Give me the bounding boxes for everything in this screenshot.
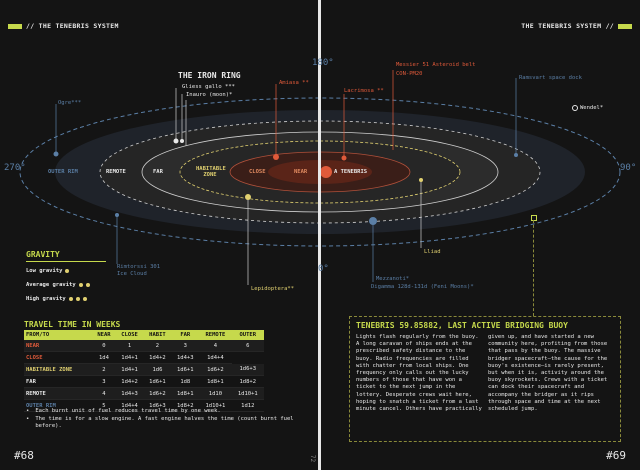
travel-value-cell: 1d6+2 bbox=[199, 364, 231, 376]
ring-label-far: FAR bbox=[153, 169, 163, 175]
travel-value-cell: 1d8+2 bbox=[232, 376, 264, 388]
travel-value-cell: 1d4+3 bbox=[116, 388, 144, 400]
digamma-planet bbox=[369, 217, 377, 225]
travel-header-cell: REMOTE bbox=[199, 330, 231, 340]
note-item bbox=[26, 416, 306, 430]
gravity-row-average bbox=[26, 282, 106, 288]
label-ogre: Ogre*** bbox=[58, 100, 82, 106]
travel-value-cell: 4 bbox=[92, 388, 115, 400]
label-lacrimosa: Lacrimosa ** bbox=[344, 88, 384, 94]
travel-header-cell: FROM/TO bbox=[24, 330, 92, 340]
note-text: Each burnt unit of fuel reduces travel time by one week. bbox=[35, 408, 221, 414]
spine-mark: 72 bbox=[309, 454, 317, 463]
travel-value-cell: 1d4+2 bbox=[144, 352, 172, 364]
buoy-marker-icon bbox=[531, 215, 537, 221]
travel-value-cell: 5 bbox=[92, 400, 115, 412]
gravity-dot-icon bbox=[65, 269, 69, 273]
travel-value-cell: 1d10+1 bbox=[199, 400, 231, 412]
travel-value-cell: 2 bbox=[144, 340, 172, 352]
travel-value-cell: 2 bbox=[92, 364, 115, 376]
travel-value-cell: 1d8 bbox=[171, 376, 199, 388]
note-text: The time is for a slow engine. A fast engine halves the time (count burnt fuel before). bbox=[35, 416, 294, 429]
buoy-callout bbox=[349, 316, 621, 442]
travel-value-cell: 3 bbox=[171, 340, 199, 352]
travel-zone-cell: CLOSE bbox=[24, 352, 92, 364]
header-right-bar bbox=[618, 24, 632, 29]
travel-row bbox=[24, 352, 264, 364]
travel-header-row bbox=[24, 330, 264, 340]
travel-value-cell: 1d4+2 bbox=[116, 376, 144, 388]
page-spine bbox=[318, 0, 321, 470]
label-messier: Messier 51 Asteroid belt bbox=[396, 62, 476, 68]
buoy-text-col1: Lights flash regularly from the buoy. A long caravan of ships ends at the prescribed safety distance to the buoy. Radio frequencies are filled with chatter from local ships. One frequency only calls out the lucky numbers of those that have won a ticket to the next jump in the lottery. Desperate crews wait here, hoping to snatch a ticket from a last minute cancel. Others have practically bbox=[356, 334, 482, 413]
lacrimosa-planet bbox=[342, 156, 347, 161]
travel-row bbox=[24, 364, 264, 376]
gravity-dot-icon bbox=[86, 283, 90, 287]
travel-value-cell: 1d10 bbox=[199, 388, 231, 400]
header-left-title: // THE TENEBRIS SYSTEM bbox=[26, 22, 119, 30]
travel-value-cell: 1d6+1 bbox=[171, 364, 199, 376]
gravity-row-high bbox=[26, 296, 106, 302]
travel-table bbox=[24, 330, 264, 412]
bullet-icon: • bbox=[26, 416, 30, 422]
travel-value-cell: 4 bbox=[199, 340, 231, 352]
gravity-label-high: High gravity bbox=[26, 296, 66, 302]
ring-label-close: CLOSE bbox=[249, 169, 266, 175]
iron-ring-planet bbox=[174, 139, 179, 144]
label-amiasa: Amiasa ** bbox=[279, 80, 309, 86]
travel-zone-cell: FAR bbox=[24, 376, 92, 388]
travel-value-cell: 1d4+1 bbox=[116, 364, 144, 376]
degree-right: 90° bbox=[620, 163, 637, 173]
gravity-label-average: Average gravity bbox=[26, 282, 76, 288]
travel-value-cell: 0 bbox=[92, 340, 115, 352]
buoy-title: TENEBRIS 59.85882, LAST ACTIVE BRIDGING BUOY bbox=[356, 321, 568, 330]
ring-label-remote: REMOTE bbox=[106, 169, 126, 175]
travel-row bbox=[24, 340, 264, 352]
label-iron-ring: THE IRON RING bbox=[178, 71, 241, 80]
gravity-title: GRAVITY bbox=[26, 250, 106, 262]
travel-value-cell: 3 bbox=[92, 376, 115, 388]
travel-value-cell: 1d6+1 bbox=[144, 376, 172, 388]
travel-value-cell: 1d4+3 bbox=[171, 352, 199, 364]
gravity-dot-icon bbox=[83, 297, 87, 301]
label-lliad: Lliad bbox=[424, 249, 441, 255]
label-lepidoptera: Lepidoptera** bbox=[251, 286, 295, 292]
travel-header-cell: OUTER bbox=[232, 330, 264, 340]
travel-header-cell: CLOSE bbox=[116, 330, 144, 340]
travel-title: TRAVEL TIME IN WEEKS bbox=[24, 320, 121, 329]
star-tenebris bbox=[320, 166, 332, 178]
ring-label-outer-rim: OUTER RIM bbox=[48, 169, 78, 175]
travel-value-cell: 1d8+2 bbox=[171, 400, 199, 412]
travel-value-cell: 1d4+4 bbox=[116, 400, 144, 412]
travel-zone-cell: REMOTE bbox=[24, 388, 92, 400]
travel-zone-cell: NEAR bbox=[24, 340, 92, 352]
travel-row bbox=[24, 376, 264, 388]
label-gliess: Gliess gallo *** bbox=[182, 84, 235, 90]
gravity-dot-icon bbox=[69, 297, 73, 301]
travel-time-section bbox=[24, 320, 264, 412]
bullet-icon: • bbox=[26, 408, 30, 414]
lepidoptera-planet bbox=[245, 194, 251, 200]
degree-top: 180° bbox=[312, 58, 334, 68]
travel-row bbox=[24, 388, 264, 400]
travel-value-cell: 1d6+3 bbox=[144, 400, 172, 412]
label-rimtorssi: Rimtorssi 301 bbox=[117, 264, 161, 270]
travel-zone-cell: OUTER RIM bbox=[24, 400, 92, 412]
label-digamma: Digamma 128d-131d (Feni Moons)* bbox=[371, 284, 474, 290]
gravity-dot-icon bbox=[76, 297, 80, 301]
ramsvart-planet bbox=[514, 153, 518, 157]
travel-value-cell: 1d6+2 bbox=[144, 388, 172, 400]
travel-header-cell: FAR bbox=[171, 330, 199, 340]
ring-label-near: NEAR bbox=[294, 169, 308, 175]
header-left-bar bbox=[8, 24, 22, 29]
travel-value-cell: 1d4+4 bbox=[199, 352, 231, 364]
travel-value-cell: 6 bbox=[232, 340, 264, 352]
wendel-planet bbox=[573, 106, 578, 111]
amiasa-planet bbox=[273, 154, 279, 160]
travel-body bbox=[24, 340, 264, 412]
travel-value-cell: 1d8+1 bbox=[199, 376, 231, 388]
ogre-planet bbox=[54, 152, 59, 157]
note-item bbox=[26, 408, 306, 415]
travel-value-cell: 1d10+1 bbox=[232, 388, 264, 400]
label-ice-cloud: Ice Cloud bbox=[117, 271, 147, 277]
ring-label-center: A TENEBRIS bbox=[334, 169, 368, 175]
travel-value-cell: 1d8+1 bbox=[171, 388, 199, 400]
ring-label-habitable: HABITABLE ZONE bbox=[196, 166, 226, 178]
travel-value-cell: 1d6 bbox=[144, 364, 172, 376]
gravity-legend bbox=[26, 250, 106, 310]
travel-header-cell: HABIT bbox=[144, 330, 172, 340]
travel-value-cell: 1d12 bbox=[232, 400, 264, 412]
label-inauro: Inauro (moon)* bbox=[186, 92, 233, 98]
label-mezzanoti: Mezzanoti* bbox=[376, 276, 410, 282]
page-number-left: #68 bbox=[14, 449, 34, 462]
buoy-text-col2: given up, and have started a new community here, profiting from those that pass by the buoy. The massive bridger spacecraft—the cause for the buoy's existence—is rarely present, but when it is, activity around the buoy skyrockets. Crews with a ticket can dock their spacecraft and accompany the bridger as it rips through space and time at the next scheduled jump. bbox=[488, 334, 608, 413]
gliess-planet bbox=[180, 139, 184, 143]
gravity-dot-icon bbox=[79, 283, 83, 287]
rimtorssi-planet bbox=[115, 213, 119, 217]
header-right-title: THE TENEBRIS SYSTEM // bbox=[521, 22, 614, 30]
lliad-planet bbox=[419, 178, 423, 182]
buoy-pointer-line bbox=[533, 220, 534, 316]
gravity-row-low bbox=[26, 268, 106, 274]
travel-value-cell: 1d6+3 bbox=[232, 364, 264, 376]
travel-zone-cell: HABITABLE ZONE bbox=[24, 364, 92, 376]
label-wendel: Wendel* bbox=[580, 105, 604, 111]
degree-bottom: 0° bbox=[318, 264, 329, 274]
page-number-right: #69 bbox=[606, 449, 626, 462]
gravity-label-low: Low gravity bbox=[26, 268, 63, 274]
label-con-pm20: CON-PM20 bbox=[396, 71, 423, 77]
travel-value-cell: 1 bbox=[116, 340, 144, 352]
degree-left: 270° bbox=[4, 163, 26, 173]
travel-value-cell: 1d4+1 bbox=[116, 352, 144, 364]
travel-value-cell: 1d4 bbox=[92, 352, 115, 364]
label-ramsvart: Ramsvart space dock bbox=[519, 75, 582, 81]
travel-header-cell: NEAR bbox=[92, 330, 115, 340]
travel-notes bbox=[26, 408, 306, 431]
